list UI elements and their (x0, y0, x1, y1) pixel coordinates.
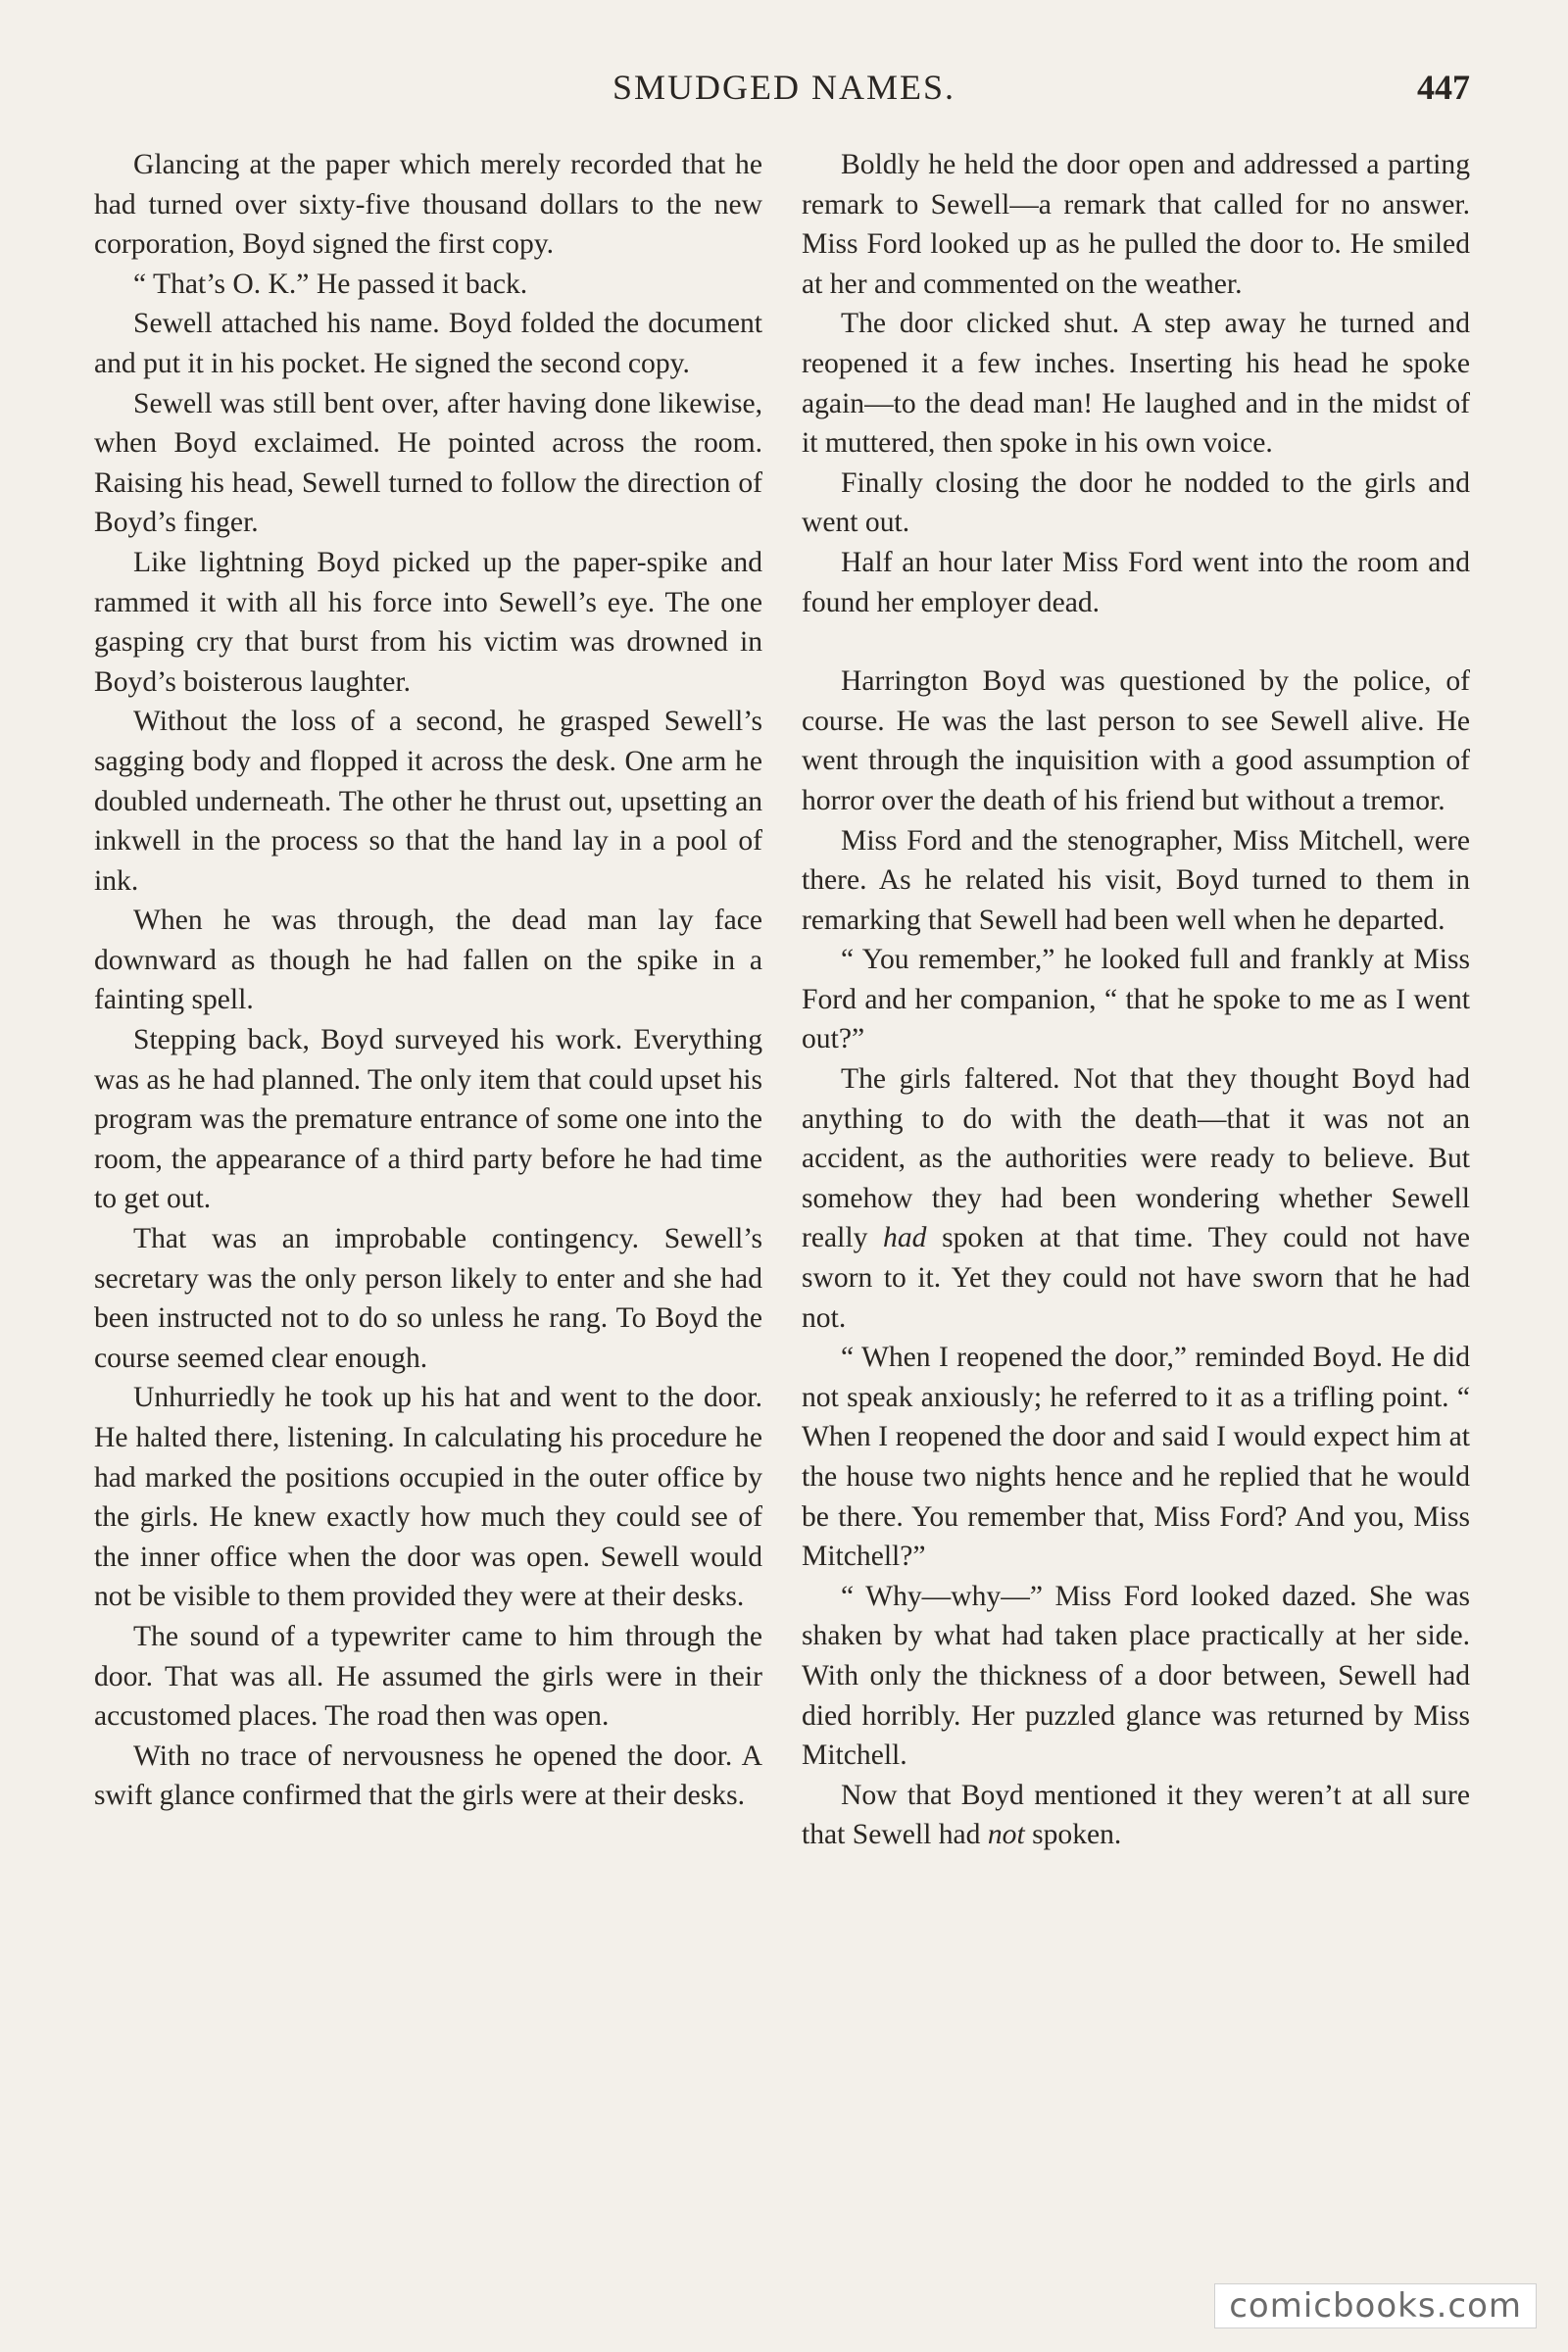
paragraph: Stepping back, Boyd surveyed his work. Everything was as he had planned. The only item that could upset his program was the premature entrance of some one into the room, the appearance of a third party before he had time to get out. (94, 1024, 762, 1215)
paragraph: Harrington Boyd was questioned by the police, of course. He was the last person to see Sewell alive. He went through the inquisition with a good assumption of horror over the death of his friend but without a tremor. (802, 665, 1470, 816)
paragraph (802, 1776, 1470, 1855)
paragraph (802, 1059, 1470, 1338)
paragraph: Glancing at the paper which merely recorded that he had turned over sixty-five thousand dollars to the new corporation, Boyd signed the first copy. (94, 149, 762, 261)
paragraph: Finally closing the door he nodded to the girls and went out. (802, 466, 1470, 539)
emphasis: had (883, 1222, 927, 1254)
page-number: 447 (1417, 68, 1470, 107)
paragraph: “ Why—why—” Miss Ford looked dazed. She was shaken by what had taken place practically at her side. With only the thickness of a door between, Sewell had died horribly. Her puzzled glance was returned by Miss Mitchell. (802, 1580, 1470, 1772)
paragraph: The sound of a typewriter came to him through the door. That was all. He assumed the girls were in their accustomed places. The road then was open. (94, 1620, 762, 1733)
paragraph: Sewell attached his name. Boyd folded the document and put it in his pocket. He signed the second copy. (94, 308, 762, 379)
paragraph: Sewell was still bent over, after having done likewise, when Boyd exclaimed. He pointed across the room. Raising his head, Sewell turned to follow the direction of Boyd’s finger. (94, 387, 762, 539)
paragraph-text: Now that Boyd mentioned it they weren’t at all sure that Sewell had (802, 1779, 1470, 1851)
paragraph: Unhurriedly he took up his hat and went to the door. He halted there, listening. In calculating his procedure he had marked the positions occupied in the outer office by the girls. He knew exactly how much they could see of the inner office when the door was open. Sewell would not be visible to them provided they were at their desks. (94, 1382, 762, 1613)
paragraph: That was an improbable contingency. Sewell’s secretary was the only person likely to enter and she had been instructed not to do so unless he rang. To Boyd the course seemed clear enough. (94, 1223, 762, 1374)
paragraph: Without the loss of a second, he grasped Sewell’s sagging body and flopped it across the desk. One arm he doubled underneath. The other he thrust out, upsetting an inkwell in the process so that the hand lay in a pool of ink. (94, 706, 762, 897)
paragraph: When he was through, the dead man lay face downward as though he had fallen on the spike in a fainting spell. (94, 905, 762, 1016)
left-column (94, 145, 762, 1816)
paragraph: Miss Ford and the stenographer, Miss Mitchell, were there. As he related his visit, Boyd turned to them in remarking that Sewell had been well when he departed. (802, 824, 1470, 936)
paragraph-text: spoken at that time. They could not have sworn to it. Yet they could not have sworn that he had not. (802, 1222, 1470, 1334)
paragraph: The door clicked shut. A step away he turned and reopened it a few inches. Inserting his head he spoke again—to the dead man! He laughed and in the midst of it muttered, then spoke in his own voice. (802, 308, 1470, 460)
paragraph: Boldly he held the door open and addressed a parting remark to Sewell—a remark that called for no answer. Miss Ford looked up as he pulled the door to. He smiled at her and commented on the weather. (802, 149, 1470, 300)
emphasis: not (987, 1819, 1025, 1851)
page-header (0, 67, 1568, 116)
paragraph: With no trace of nervousness he opened the door. A swift glance confirmed that the girls were at their desks. (94, 1740, 762, 1812)
paragraph: Like lightning Boyd picked up the paper-spike and rammed it with all his force into Sewell’s eye. The one gasping cry that burst from his victim was drowned in Boyd’s boisterous laughter. (94, 546, 762, 698)
right-column (802, 145, 1470, 1855)
paragraph: Half an hour later Miss Ford went into the room and found her employer dead. (802, 546, 1470, 618)
running-title: SMUDGED NAMES. (612, 68, 956, 107)
paragraph-text: spoken. (1024, 1819, 1122, 1851)
watermark: comicbooks.com (1214, 2283, 1537, 2328)
paragraph: “ When I reopened the door,” reminded Boyd. He did not speak anxiously; he referred to it as a trifling point. “ When I reopened the door and said I would expect him at the house two nights hence and he replied that he would be there. You remember that, Miss Ford? And you, Miss Mitchell?” (802, 1342, 1470, 1573)
paragraph: “ That’s O. K.” He passed it back. (133, 268, 528, 300)
paragraph: “ You remember,” he looked full and frankly at Miss Ford and her companion, “ that he spoke to me as I went out?” (802, 944, 1470, 1055)
paragraph-text: The girls faltered. Not that they thought Boyd had anything to do with the death—that it was not an accident, as the authorities were ready to believe. But somehow they had been wondering whether Sewell really (802, 1063, 1470, 1254)
